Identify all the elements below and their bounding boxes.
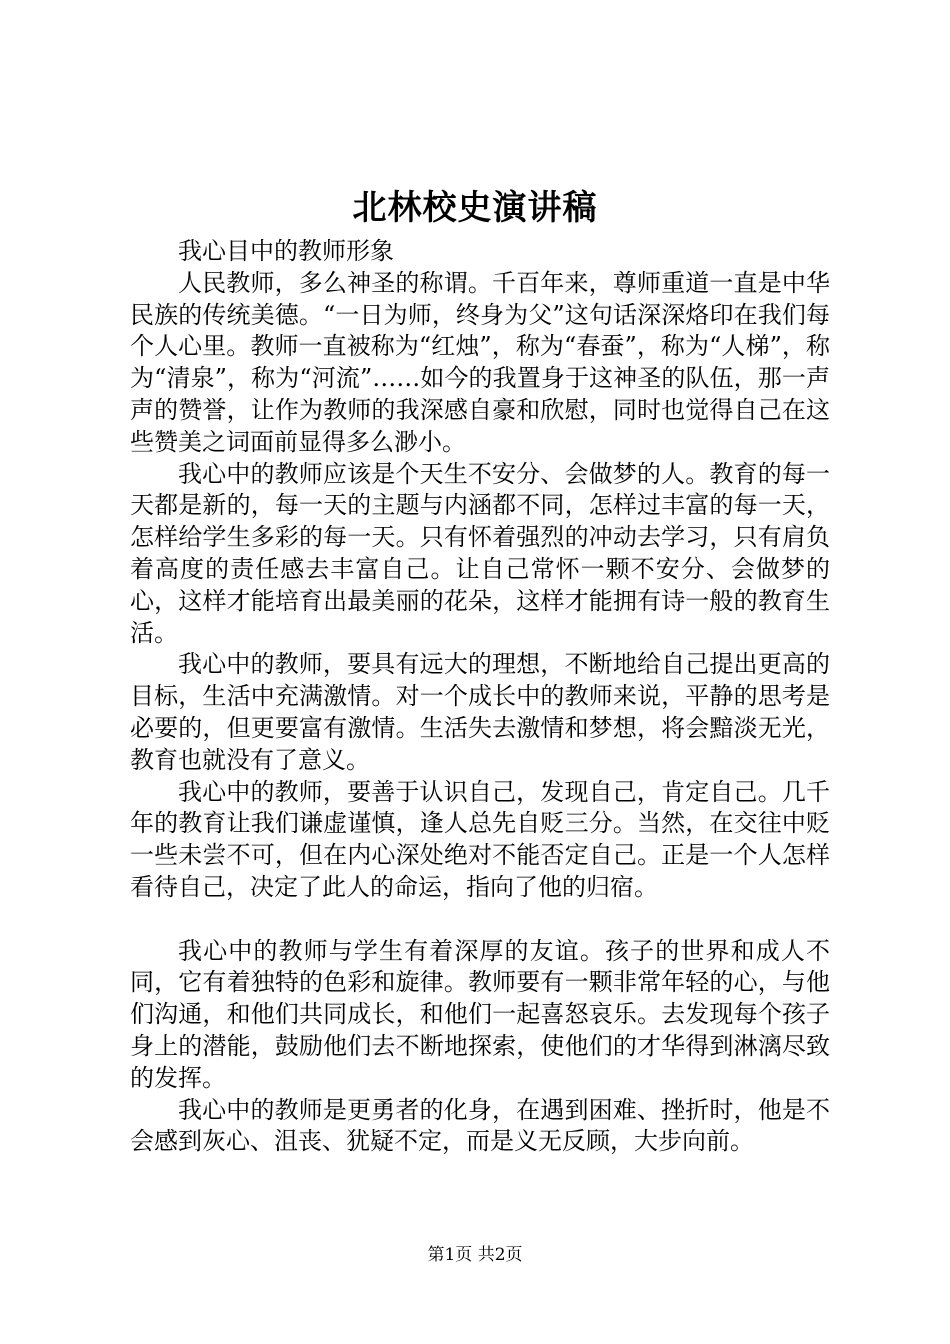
page-number-footer: 第1页 共2页 bbox=[427, 1245, 523, 1265]
body-paragraph: 我心中的教师应该是个天生不安分、会做梦的人。教育的每一天都是新的，每一天的主题与内涵都不同，怎样过丰富的每一天，怎样给学生多彩的每一天。只有怀着强烈的冲动去学习，只有肩负着高度的责任感去丰富自己。让自己常怀一颗不安分、会做梦的心，这样才能培育出最美丽的花朵，这样才能拥有诗一般的教育生活。 bbox=[130, 459, 830, 647]
body-paragraph: 我心中的教师与学生有着深厚的友谊。孩子的世界和成人不同，它有着独特的色彩和旋律。教师要有一颗非常年轻的心，与他们沟通，和他们共同成长，和他们一起喜怒哀乐。去发现每个孩子身上的潜能，鼓励他们去不断地探索，使他们的才华得到淋漓尽致的发挥。 bbox=[130, 936, 830, 1092]
body-paragraph: 我心中的教师，要善于认识自己，发现自己，肯定自己。几千年的教育让我们谦虚谨慎，逢人总先自贬三分。当然，在交往中贬一些未尝不可，但在内心深处绝对不能否定自己。正是一个人怎样看待自己，决定了此人的命运，指向了他的归宿。 bbox=[130, 777, 830, 901]
body-paragraph: 我心中的教师是更勇者的化身，在遇到困难、挫折时，他是不会感到灰心、沮丧、犹疑不定，而是义无反顾，大步向前。 bbox=[130, 1095, 830, 1156]
subtitle-paragraph: 我心目中的教师形象 bbox=[178, 237, 394, 265]
body-paragraph: 我心中的教师，要具有远大的理想，不断地给自己提出更高的目标，生活中充满激情。对一个成长中的教师来说，平静的思考是必要的，但更要富有激情。生活失去激情和梦想，将会黯淡无光，教育也就没有了意义。 bbox=[130, 650, 830, 774]
document-body bbox=[130, 236, 830, 1158]
body-paragraph: 人民教师，多么神圣的称谓。千百年来，尊师重道一直是中华民族的传统美德。“一日为师，终身为父”这句话深深烙印在我们每个人心里。教师一直被称为“红烛”，称为“春蚕”，称为“人梯”，称为“清泉”，称为“河流”……如今的我置身于这神圣的队伍，那一声声的赞誉，让作为教师的我深感自豪和欣慰，同时也觉得自己在这些赞美之词面前显得多么渺小。 bbox=[130, 268, 830, 456]
document-title: 北林校史演讲稿 bbox=[352, 188, 598, 228]
